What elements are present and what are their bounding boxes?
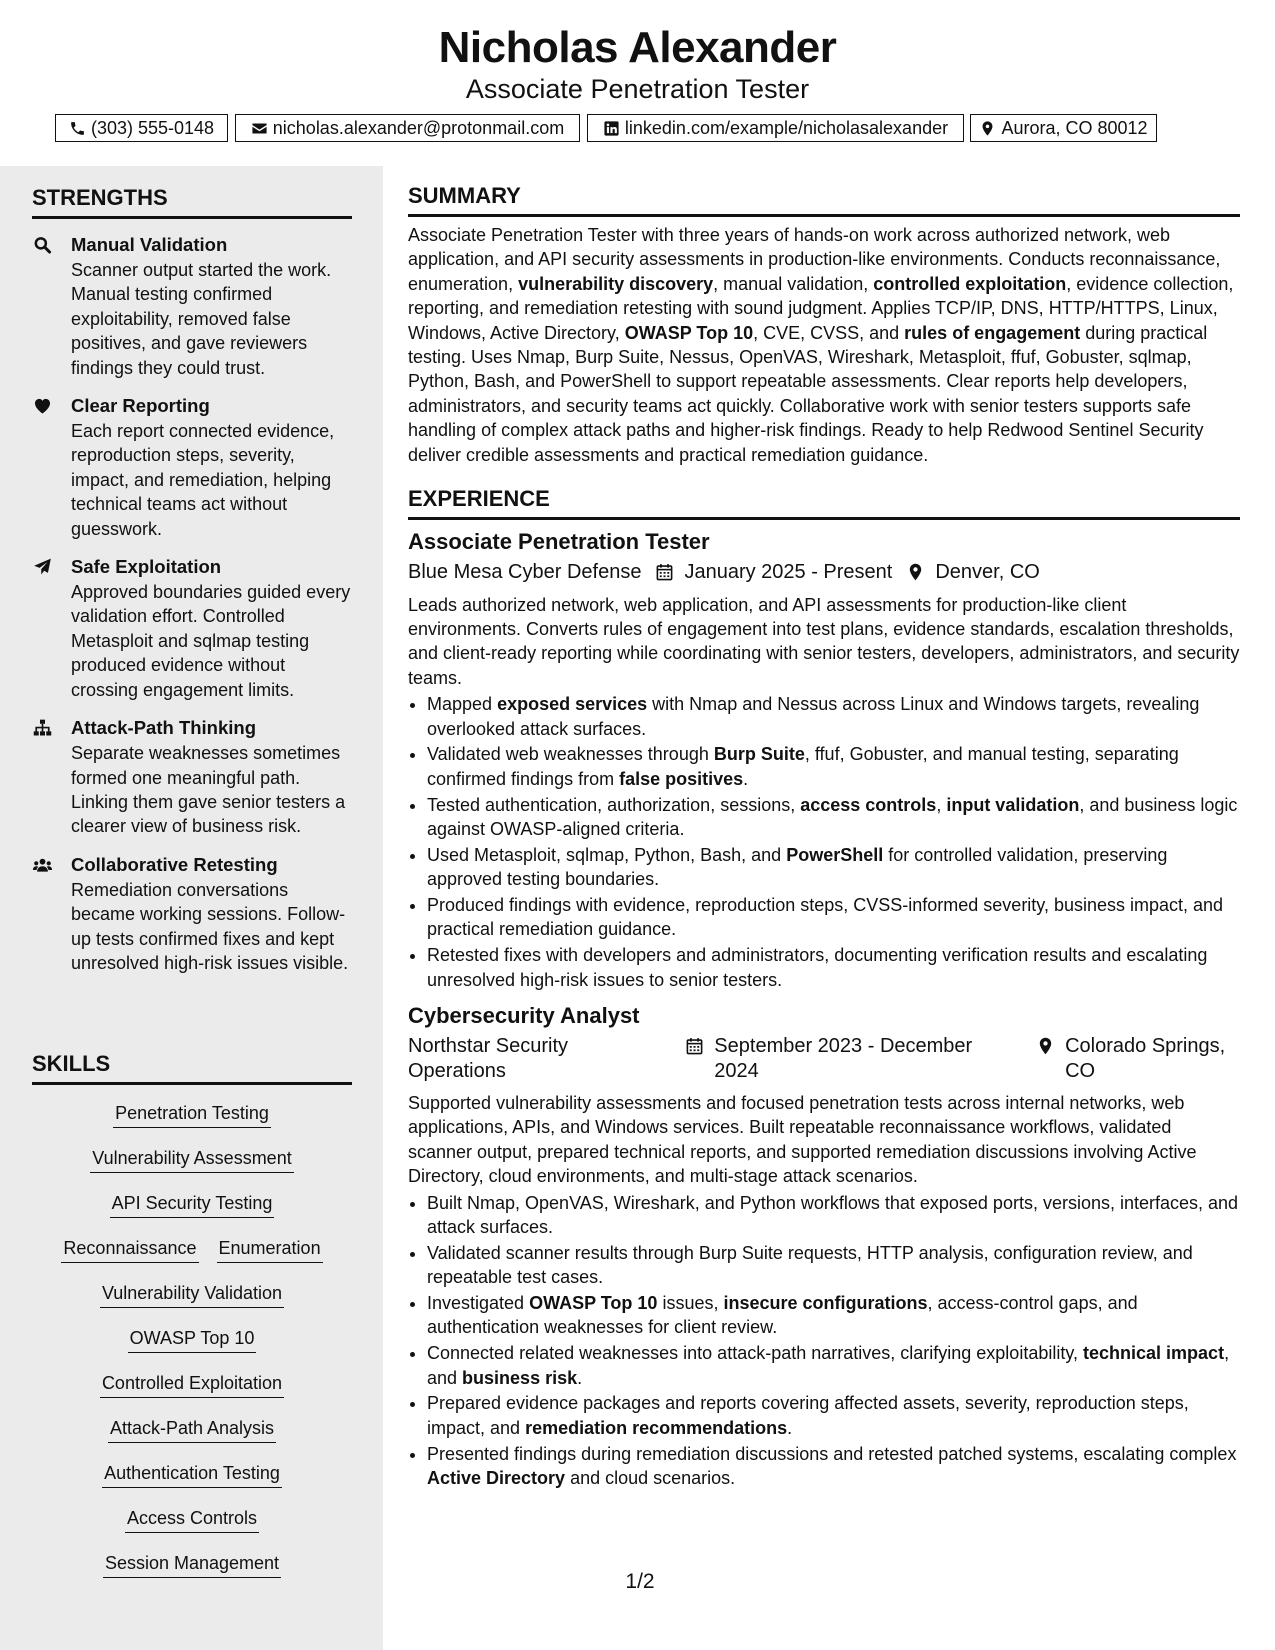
skill-row bbox=[32, 1455, 352, 1500]
text-run: Built Nmap, OpenVAS, Wireshark, and Python workflows that exposed ports, versions, interfaces, and attack surfaces. bbox=[427, 1192, 1239, 1238]
contact-location bbox=[970, 114, 1157, 142]
emphasis-text: PowerShell bbox=[786, 844, 884, 865]
text-run: , evidence collection, reporting, and remediation retesting with sound judgment. Applies TCP/IP, DNS, HTTP/HTTPS, Linux, Windows, Active Directory, bbox=[408, 273, 1234, 343]
bullet-item bbox=[427, 1191, 1240, 1240]
text-run: Produced findings with evidence, reproduction steps, CVSS-informed severity, business impact, and practical remediation guidance. bbox=[427, 895, 1224, 940]
text-run: Mapped bbox=[427, 694, 498, 715]
text-run: , ffuf, Gobuster, and manual testing, separating confirmed findings from bbox=[427, 744, 1179, 789]
text-run: during practical testing. Uses Nmap, Burp Suite, Nessus, OpenVAS, Wireshark, Metasploit, ffuf, Gobuster, sqlmap, Python, Bash, and PowerShell to support repeatable assessments. Clear reports help developers, administrators, and security teams act quickly. Collaborative work with senior testers supports safe handling of complex attack paths and higher-risk findings. Ready to help Redwood Sentinel Security deliver credible assessments and practical remediation guidance. bbox=[408, 322, 1208, 465]
text-run: , and business logic against OWASP-aligned criteria. bbox=[427, 794, 1238, 839]
skill-tag: Session Management bbox=[103, 1551, 281, 1578]
text-run: Used Metasploit, sqlmap, Python, Bash, and bbox=[427, 844, 787, 865]
text-run: , and bbox=[427, 1343, 1230, 1388]
page-number: 1/2 bbox=[625, 1570, 655, 1593]
skill-row bbox=[32, 1185, 352, 1230]
skill-row bbox=[32, 1365, 352, 1410]
emphasis-text: false positives bbox=[619, 768, 744, 789]
skill-tag: Vulnerability Validation bbox=[100, 1281, 284, 1308]
job-description: Supported vulnerability assessments and focused penetration tests across internal networks, web applications, APIs, and Windows services. Built repeatable reconnaissance workflows, validated scanner output, prepared technical reports, and supported remediation discussions involving Active Directory, cloud environments, and multi-stage attack scenarios. bbox=[408, 1093, 1197, 1187]
job-bullets bbox=[408, 1191, 1240, 1491]
job-company bbox=[408, 1034, 671, 1083]
job-title: Cybersecurity Analyst bbox=[408, 1003, 640, 1029]
job-location bbox=[906, 560, 1039, 585]
summary-heading: SUMMARY bbox=[408, 182, 1240, 217]
job-dates bbox=[655, 560, 892, 585]
contact-linkedin[interactable] bbox=[587, 114, 964, 142]
bullet-item bbox=[427, 843, 1240, 892]
candidate-role: Associate Penetration Tester bbox=[465, 74, 810, 104]
contact-bar bbox=[55, 114, 1215, 144]
search-icon bbox=[32, 235, 54, 255]
text-run: for controlled validation, preserving approved testing boundaries. bbox=[427, 844, 1168, 890]
bullet-item bbox=[427, 1241, 1240, 1290]
contact-email-text: nicholas.alexander@protonmail.com bbox=[272, 118, 565, 138]
job-title: Associate Penetration Tester bbox=[408, 529, 710, 555]
calendar-icon bbox=[655, 562, 674, 582]
emphasis-text: exposed services bbox=[497, 694, 648, 715]
skill-tag: Vulnerability Assessment bbox=[90, 1146, 293, 1173]
candidate-name: Nicholas Alexander bbox=[438, 23, 837, 72]
job-entry bbox=[408, 528, 1240, 992]
strength-title: Clear Reporting bbox=[71, 395, 210, 417]
skills-list bbox=[32, 1095, 352, 1590]
job-dates-text: January 2025 - Present bbox=[684, 561, 893, 584]
text-run: Associate Penetration Tester with three years of hands-on work across authorized network, web application, and API security assessments in production-like environments. Conducts reconnaissance, enumeration, bbox=[408, 225, 1221, 294]
emphasis-text: vulnerability discovery bbox=[518, 273, 714, 294]
job-meta bbox=[408, 1034, 1240, 1083]
job-location-text: Denver, CO bbox=[935, 561, 1040, 584]
text-run: Presented findings during remediation discussions and retested patched systems, escalating complex bbox=[427, 1443, 1237, 1464]
linkedin-icon bbox=[603, 120, 620, 137]
emphasis-text: Burp Suite bbox=[713, 744, 805, 765]
skill-row bbox=[32, 1320, 352, 1365]
job-dates bbox=[685, 1034, 1022, 1083]
skill-row bbox=[32, 1500, 352, 1545]
skill-tag: Attack-Path Analysis bbox=[108, 1416, 276, 1443]
skill-tag: Controlled Exploitation bbox=[100, 1371, 284, 1398]
text-run: issues, bbox=[657, 1293, 724, 1314]
strength-item bbox=[32, 853, 352, 976]
sitemap-icon bbox=[32, 718, 54, 738]
skill-tag: OWASP Top 10 bbox=[128, 1326, 257, 1353]
text-run: . bbox=[787, 1417, 793, 1438]
emphasis-text: insecure configurations bbox=[723, 1293, 928, 1314]
main-content bbox=[408, 182, 1240, 1492]
strength-title: Collaborative Retesting bbox=[71, 853, 278, 875]
strength-description: Scanner output started the work. Manual testing confirmed exploitability, removed false positives, and gave reviewers findings they could trust. bbox=[71, 260, 332, 378]
calendar-icon bbox=[685, 1036, 704, 1056]
experience-heading: EXPERIENCE bbox=[408, 485, 1240, 520]
text-run: , CVE, CVSS, and bbox=[753, 322, 905, 343]
map-pin-icon bbox=[979, 120, 996, 137]
phone-icon bbox=[69, 120, 86, 137]
text-run: , manual validation, bbox=[713, 273, 874, 294]
text-run: and cloud scenarios. bbox=[565, 1468, 736, 1489]
skill-row bbox=[32, 1095, 352, 1140]
strength-description: Separate weaknesses sometimes formed one meaningful path. Linking them gave senior testers a clearer view of business risk. bbox=[71, 743, 346, 837]
contact-linkedin-text: linkedin.com/example/nicholasalexander bbox=[624, 118, 949, 138]
skills-heading: SKILLS bbox=[32, 1050, 352, 1085]
bullet-item bbox=[427, 943, 1240, 992]
experience-section bbox=[408, 485, 1240, 1490]
skill-row bbox=[32, 1410, 352, 1455]
skill-tag: Penetration Testing bbox=[113, 1101, 271, 1128]
strength-title: Attack-Path Thinking bbox=[71, 717, 257, 739]
strengths-section bbox=[32, 184, 352, 975]
text-run: Connected related weaknesses into attack-path narratives, clarifying exploitability, bbox=[427, 1343, 1084, 1364]
text-run: Investigated bbox=[427, 1293, 530, 1314]
skills-section bbox=[32, 1050, 352, 1590]
job-description: Leads authorized network, web application, and API assessments for production-like client environments. Converts rules of engagement into test plans, evidence standards, escalation thresholds, and client-ready reporting while coordinating with senior testers, developers, administrators, and security teams. bbox=[408, 594, 1240, 688]
skill-row bbox=[32, 1230, 352, 1275]
text-run: Validated web weaknesses through bbox=[427, 744, 714, 765]
map-pin-icon bbox=[906, 562, 925, 582]
text-run: , access-control gaps, and authentication weaknesses for client review. bbox=[427, 1293, 1138, 1338]
skill-row bbox=[32, 1275, 352, 1320]
bullet-item bbox=[427, 1341, 1240, 1390]
contact-location-text: Aurora, CO 80012 bbox=[1001, 118, 1148, 138]
strength-title: Manual Validation bbox=[71, 234, 228, 255]
skill-tag: Reconnaissance bbox=[61, 1236, 198, 1263]
text-run: , bbox=[936, 794, 947, 815]
emphasis-text: business risk bbox=[462, 1367, 578, 1388]
job-company-text: Blue Mesa Cyber Defense bbox=[408, 561, 642, 584]
emphasis-text: access controls bbox=[800, 794, 937, 815]
map-pin-icon bbox=[1036, 1036, 1055, 1056]
users-icon bbox=[32, 855, 54, 875]
skill-tag: Enumeration bbox=[217, 1236, 323, 1263]
text-run: Tested authentication, authorization, sessions, bbox=[427, 794, 801, 815]
contact-phone[interactable] bbox=[55, 114, 228, 142]
heart-icon bbox=[32, 396, 54, 416]
summary-section bbox=[408, 182, 1240, 467]
skill-row bbox=[32, 1140, 352, 1185]
strength-title: Safe Exploitation bbox=[71, 556, 222, 578]
bullet-item bbox=[427, 1442, 1240, 1491]
text-run: Validated scanner results through Burp Suite requests, HTTP analysis, configuration review, and repeatable test cases. bbox=[427, 1242, 1193, 1288]
emphasis-text: rules of engagement bbox=[904, 322, 1081, 343]
strength-description: Remediation conversations became working sessions. Follow-up tests confirmed fixes and kept unresolved high-risk issues visible. bbox=[71, 879, 349, 973]
job-location-text: Colorado Springs, CO bbox=[1065, 1035, 1226, 1082]
text-run: Retested fixes with developers and administrators, documenting verification results and escalating unresolved high-risk issues to senior testers. bbox=[427, 945, 1208, 990]
paper-plane-icon bbox=[32, 557, 54, 577]
bullet-item bbox=[427, 793, 1240, 842]
strength-description: Each report connected evidence, reproduction steps, severity, impact, and remediation, helping technical teams act without guesswork. bbox=[71, 421, 335, 539]
text-run: . bbox=[577, 1367, 583, 1388]
skill-tag: API Security Testing bbox=[110, 1191, 275, 1218]
sidebar bbox=[0, 166, 383, 1650]
emphasis-text: input validation bbox=[946, 794, 1080, 815]
emphasis-text: OWASP Top 10 bbox=[529, 1293, 658, 1314]
emphasis-text: technical impact bbox=[1083, 1343, 1225, 1364]
bullet-item bbox=[427, 742, 1240, 791]
emphasis-text: remediation recommendations bbox=[525, 1417, 788, 1438]
text-run: Prepared evidence packages and reports covering affected assets, severity, reproduction steps, impact, and bbox=[427, 1393, 1189, 1438]
job-bullets bbox=[408, 692, 1240, 992]
strength-item bbox=[32, 233, 352, 380]
bullet-item bbox=[427, 692, 1240, 741]
contact-email[interactable] bbox=[235, 114, 580, 142]
text-run: . bbox=[743, 768, 749, 789]
bullet-item bbox=[427, 893, 1240, 942]
emphasis-text: Active Directory bbox=[427, 1468, 566, 1489]
emphasis-text: OWASP Top 10 bbox=[624, 322, 754, 343]
bullet-item bbox=[427, 1291, 1240, 1340]
job-company bbox=[408, 560, 641, 585]
strength-item bbox=[32, 394, 352, 541]
summary-text bbox=[408, 223, 1240, 467]
resume-header bbox=[0, 0, 1275, 166]
text-run: with Nmap and Nessus across Linux and Windows targets, revealing overlooked attack surfaces. bbox=[427, 694, 1200, 739]
job-company-text: Northstar Security Operations bbox=[408, 1035, 569, 1082]
emphasis-text: controlled exploitation bbox=[873, 273, 1067, 294]
job-dates-text: September 2023 - December 2024 bbox=[714, 1035, 973, 1082]
bullet-item bbox=[427, 1391, 1240, 1440]
skill-tag: Access Controls bbox=[125, 1506, 259, 1533]
skill-tag: Authentication Testing bbox=[102, 1461, 282, 1488]
skill-row bbox=[32, 1545, 352, 1590]
job-location bbox=[1036, 1034, 1226, 1083]
contact-phone-text: (303) 555-0148 bbox=[90, 118, 215, 138]
job-meta bbox=[408, 560, 1240, 585]
envelope-icon bbox=[251, 120, 268, 137]
job-entry bbox=[408, 1002, 1240, 1490]
strength-item bbox=[32, 555, 352, 702]
strengths-heading: STRENGTHS bbox=[32, 184, 352, 219]
strength-item bbox=[32, 716, 352, 839]
strength-description: Approved boundaries guided every validation effort. Controlled Metasploit and sqlmap testing produced evidence without crossing engagement limits. bbox=[71, 582, 351, 700]
